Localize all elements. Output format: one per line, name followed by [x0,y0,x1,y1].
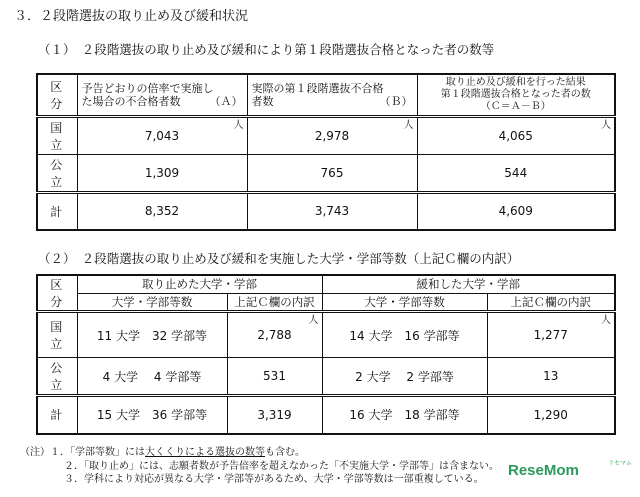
header-breakdown: 上記Ｃ欄の内訳 [487,293,615,311]
table-header-row [37,275,615,293]
cell-c: 4,609 [417,192,615,230]
row-label: 計 [37,396,77,434]
table-first-stage-pass [36,73,616,231]
cell-g2-c: 13 [487,358,615,396]
cell-a: 8,352 [77,192,247,230]
cell-g1-c: 人 2,788 [227,312,322,358]
header-col-c-line1: 取り止め及び緩和を行った結果 [445,76,586,88]
subsection-heading-1: （１） ２段階選抜の取り止め及び緩和により第１段階選抜合格となった者の数等 [38,42,495,57]
resemom-logo: ReseMom [508,462,579,479]
footnote-2: ２．「取り止め」には、志願者数が予告倍率を超えなかった「不実施大学・学部等」は含まない。 [64,460,499,472]
cell-g1-c: 3,319 [227,396,322,434]
cell-c: 人 4,065 [417,116,615,154]
subsection-heading-2: （２） ２段階選抜の取り止め及び緩和を実施した大学・学部等数（上記Ｃ欄の内訳） [38,251,520,266]
header-count: 大学・学部等数 [77,293,227,311]
cell-g2-count: 2 大学 2 学部等 [322,358,487,396]
cell-g2-count: 14 大学 16 学部等 [322,312,487,358]
header-category: 区 分 [37,275,77,312]
footnote-1: （注）１．「学部等数」には大くくりによる選抜の数等も含む。 [20,447,305,458]
row-label: 公 立 [37,154,77,192]
header-col-c-line3: （Ｃ＝Ａ－Ｂ） [480,100,551,112]
cell-a: 1,309 [77,154,247,192]
unit-label: 人 [233,119,244,131]
table-row [37,312,615,358]
cell-g1-count: 11 大学 32 学部等 [77,312,227,358]
section-heading: ３．２段階選抜の取り止め及び緩和状況 [14,9,249,24]
header-col-b-line1: 実際の第１段階選抜不合格 [251,81,384,95]
header-col-a-line1: 予告どおりの倍率で実施し [81,81,214,95]
unit-label: 人 [403,119,414,131]
cell-g1-count: 4 大学 4 学部等 [77,358,227,396]
header-col-a [77,74,247,116]
table-row-total [37,192,615,230]
unit-label: 人 [308,315,319,326]
header-col-c [417,74,615,116]
header-col-b [247,74,417,116]
row-label: 国 立 [37,312,77,358]
header-breakdown: 上記Ｃ欄の内訳 [227,293,322,311]
cell-g1-count: 15 大学 36 学部等 [77,396,227,434]
cell-g2-count: 16 大学 18 学部等 [322,396,487,434]
header-category: 区 分 [37,74,77,116]
table-row-total [37,396,615,434]
header-col-a-line2: た場合の不合格者数 [81,94,181,108]
row-label: 国 立 [37,116,77,154]
cell-g2-c: 人 1,277 [487,312,615,358]
header-count: 大学・学部等数 [322,293,487,311]
footnotes [20,446,499,487]
header-col-b-line2: 者数 [251,94,274,108]
cell-g1-c: 531 [227,358,322,396]
cell-c: 544 [417,154,615,192]
cell-b: 765 [247,154,417,192]
header-group-relaxed: 緩和した大学・学部 [322,275,615,293]
table-subheader-row [37,293,615,311]
row-label: 公 立 [37,358,77,396]
table-row [37,358,615,396]
unit-label: 人 [601,315,611,326]
header-group-cancelled: 取り止めた大学・学部 [77,275,322,293]
table-row [37,154,615,192]
table-header-row [37,74,615,116]
table-universities [36,274,616,435]
cell-g2-c: 1,290 [487,396,615,434]
cell-a: 人 7,043 [77,116,247,154]
footnote-3: ３．学科により対応が異なる大学・学部等があるため、大学・学部等数は一部重複している。 [64,474,484,485]
cell-b: 3,743 [247,192,417,230]
table-row [37,116,615,154]
unit-label: 人 [601,119,611,131]
header-col-c-line2: 第１段階選抜合格となった者の数 [440,88,591,100]
header-col-a-code: （Ａ） [209,94,243,108]
cell-b: 人 2,978 [247,116,417,154]
resemom-logo-kana: リセマム [608,460,632,467]
row-label: 計 [37,192,77,230]
header-col-b-code: （Ｂ） [379,94,413,108]
